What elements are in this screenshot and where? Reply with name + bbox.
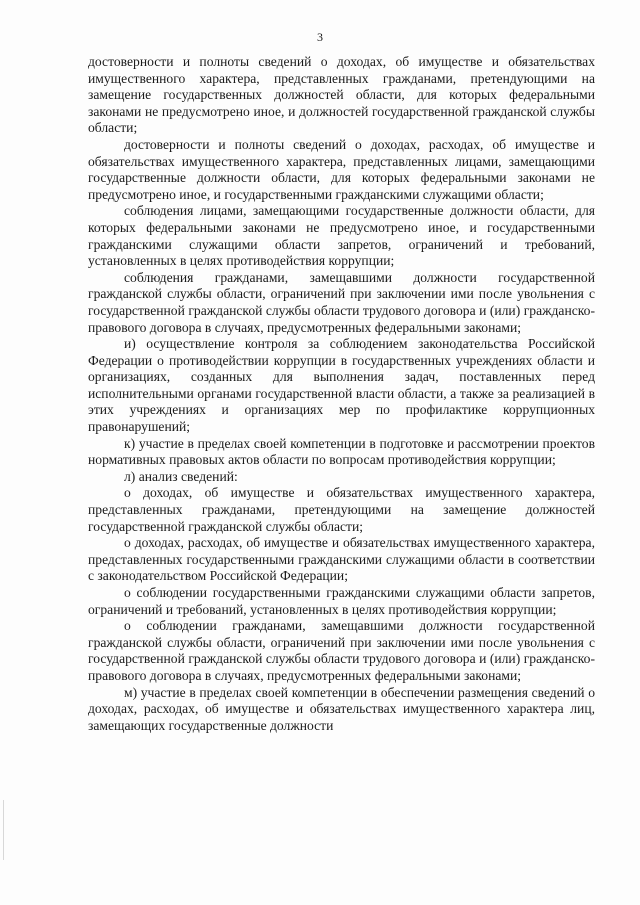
paragraph-7: л) анализ сведений:	[124, 468, 238, 484]
document-body	[88, 54, 595, 734]
paragraph-1: достоверности и полноты сведений о доходах, об имуществе и обязательствах имущественного характера, представленных гражданами, претендующими на замещение государственных должностей области, для которых федеральными законами не предусмотрено иное, и должностей государственной гражданской службы области;	[88, 54, 595, 136]
paragraph-11: о соблюдении гражданами, замещавшими должности государственной гражданской службы области, ограничений при заключении ими после увольнения с государственной гражданской службы области трудового договора и (или) гражданско-правового договора в случаях, предусмотренных федеральными законами;	[88, 618, 595, 683]
paragraph-8: о доходах, об имуществе и обязательствах имущественного характера, представленных гражданами, претендующими на замещение должностей государственной гражданской службы области;	[88, 485, 595, 534]
paragraph-6: к) участие в пределах своей компетенции в подготовке и рассмотрении проектов нормативных правовых актов области по вопросам противодействия коррупции;	[88, 435, 595, 468]
paragraph-9: о доходах, расходах, об имуществе и обязательствах имущественного характера, представленных государственными гражданскими служащими области в соответствии с законодательством Российской Федерации;	[88, 535, 595, 584]
paragraph-5: и) осуществление контроля за соблюдением законодательства Российской Федерации о противодействии коррупции в государственных учреждениях области и организациях, созданных для выполнения задач, поставленных перед исполнительными органами государственной власти области, а также за реализацией в этих учреждениях и организациях мер по профилактике коррупционных правонарушений;	[88, 336, 595, 435]
scan-edge-mark	[3, 800, 4, 860]
paragraph-3: соблюдения лицами, замещающими государственные должности области, для которых федеральными законами не предусмотрено иное, и государственными гражданскими служащими области запретов, ограничений и требований, установленных в целях противодействия коррупции;	[88, 203, 595, 269]
paragraph-10: о соблюдении государственными гражданскими служащими области запретов, ограничений и требований, установленных в целях противодействия коррупции;	[88, 585, 595, 617]
paragraph-2: достоверности и полноты сведений о доходах, расходах, об имуществе и обязательствах имущественного характера, представленных лицами, замещающими государственные должности области, для которых федеральными законами не предусмотрено иное, и государственными гражданскими служащими области;	[88, 136, 595, 202]
paragraph-12: м) участие в пределах своей компетенции в обеспечении размещения сведений о доходах, расходах, об имуществе и обязательствах имущественного характера лиц, замещающих государственные должности	[88, 684, 595, 733]
page-number: 3	[317, 30, 323, 44]
paragraph-4: соблюдения гражданами, замещавшими должности государственной гражданской службы области, ограничений при заключении ими после увольнения с государственной гражданской службы области трудового договора и (или) гражданско-правового договора в случаях, предусмотренных федеральными законами;	[88, 269, 595, 335]
